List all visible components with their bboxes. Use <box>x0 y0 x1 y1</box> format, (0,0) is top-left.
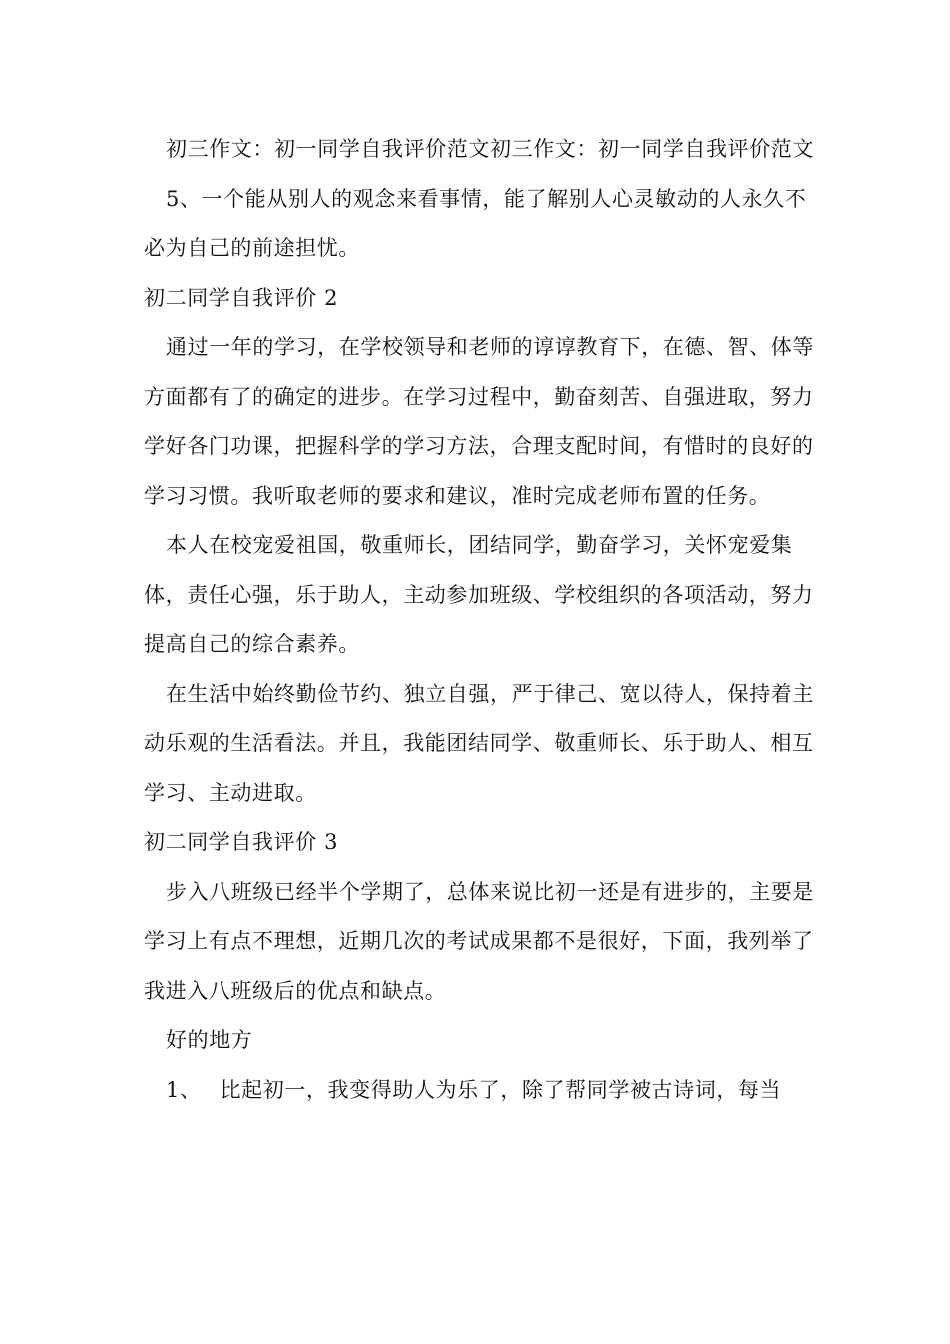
document-body <box>144 125 824 1115</box>
list-item-number: 1、 <box>166 1077 202 1102</box>
paragraph-life: 在生活中始终勤俭节约、独立自强，严于律己、宽以待人，保持着主动乐观的生活看法。并且，我能团结同学、敬重师长、乐于助人、相互学习、主动进取。 <box>144 681 814 805</box>
section-heading-3: 初二同学自我评价 3 <box>144 830 339 854</box>
paragraph-quote-5: 5、一个能从别人的观念来看事情，能了解别人心灵敏动的人永久不必为自己的前途担忧。 <box>144 186 807 260</box>
subheading-strengths: 好的地方 <box>166 1028 253 1052</box>
paragraph-grade-eight: 步入八班级已经半个学期了，总体来说比初一还是有进步的，主要是学习上有点不理想，近期几次的考试成果都不是很好，下面，我列举了我进入八班级后的优点和缺点。 <box>144 879 814 1003</box>
list-item-1 <box>144 1066 824 1116</box>
paragraph-title-line: 初三作文：初一同学自我评价范文初三作文：初一同学自我评价范文 <box>166 137 814 161</box>
section-heading-2: 初二同学自我评价 2 <box>144 285 339 310</box>
list-item-text: 比起初一，我变得助人为乐了，除了帮同学被古诗词，每当 <box>219 1077 782 1102</box>
paragraph-study: 通过一年的学习，在学校领导和老师的谆谆教育下，在德、智、体等方面都有了的确定的进步。在学习过程中，勤奋刻苦、自强进取，努力学好各门功课，把握科学的学习方法，合理支配时间，有惜时的良好的学习习惯。我听取老师的要求和建议，准时完成老师布置的任务。 <box>144 335 814 508</box>
paragraph-school-conduct: 本人在校宠爱祖国，敬重师长，团结同学，勤奋学习，关怀宠爱集体，责任心强，乐于助人，主动参加班级、学校组织的各项活动，努力提高自己的综合素养。 <box>144 533 814 656</box>
